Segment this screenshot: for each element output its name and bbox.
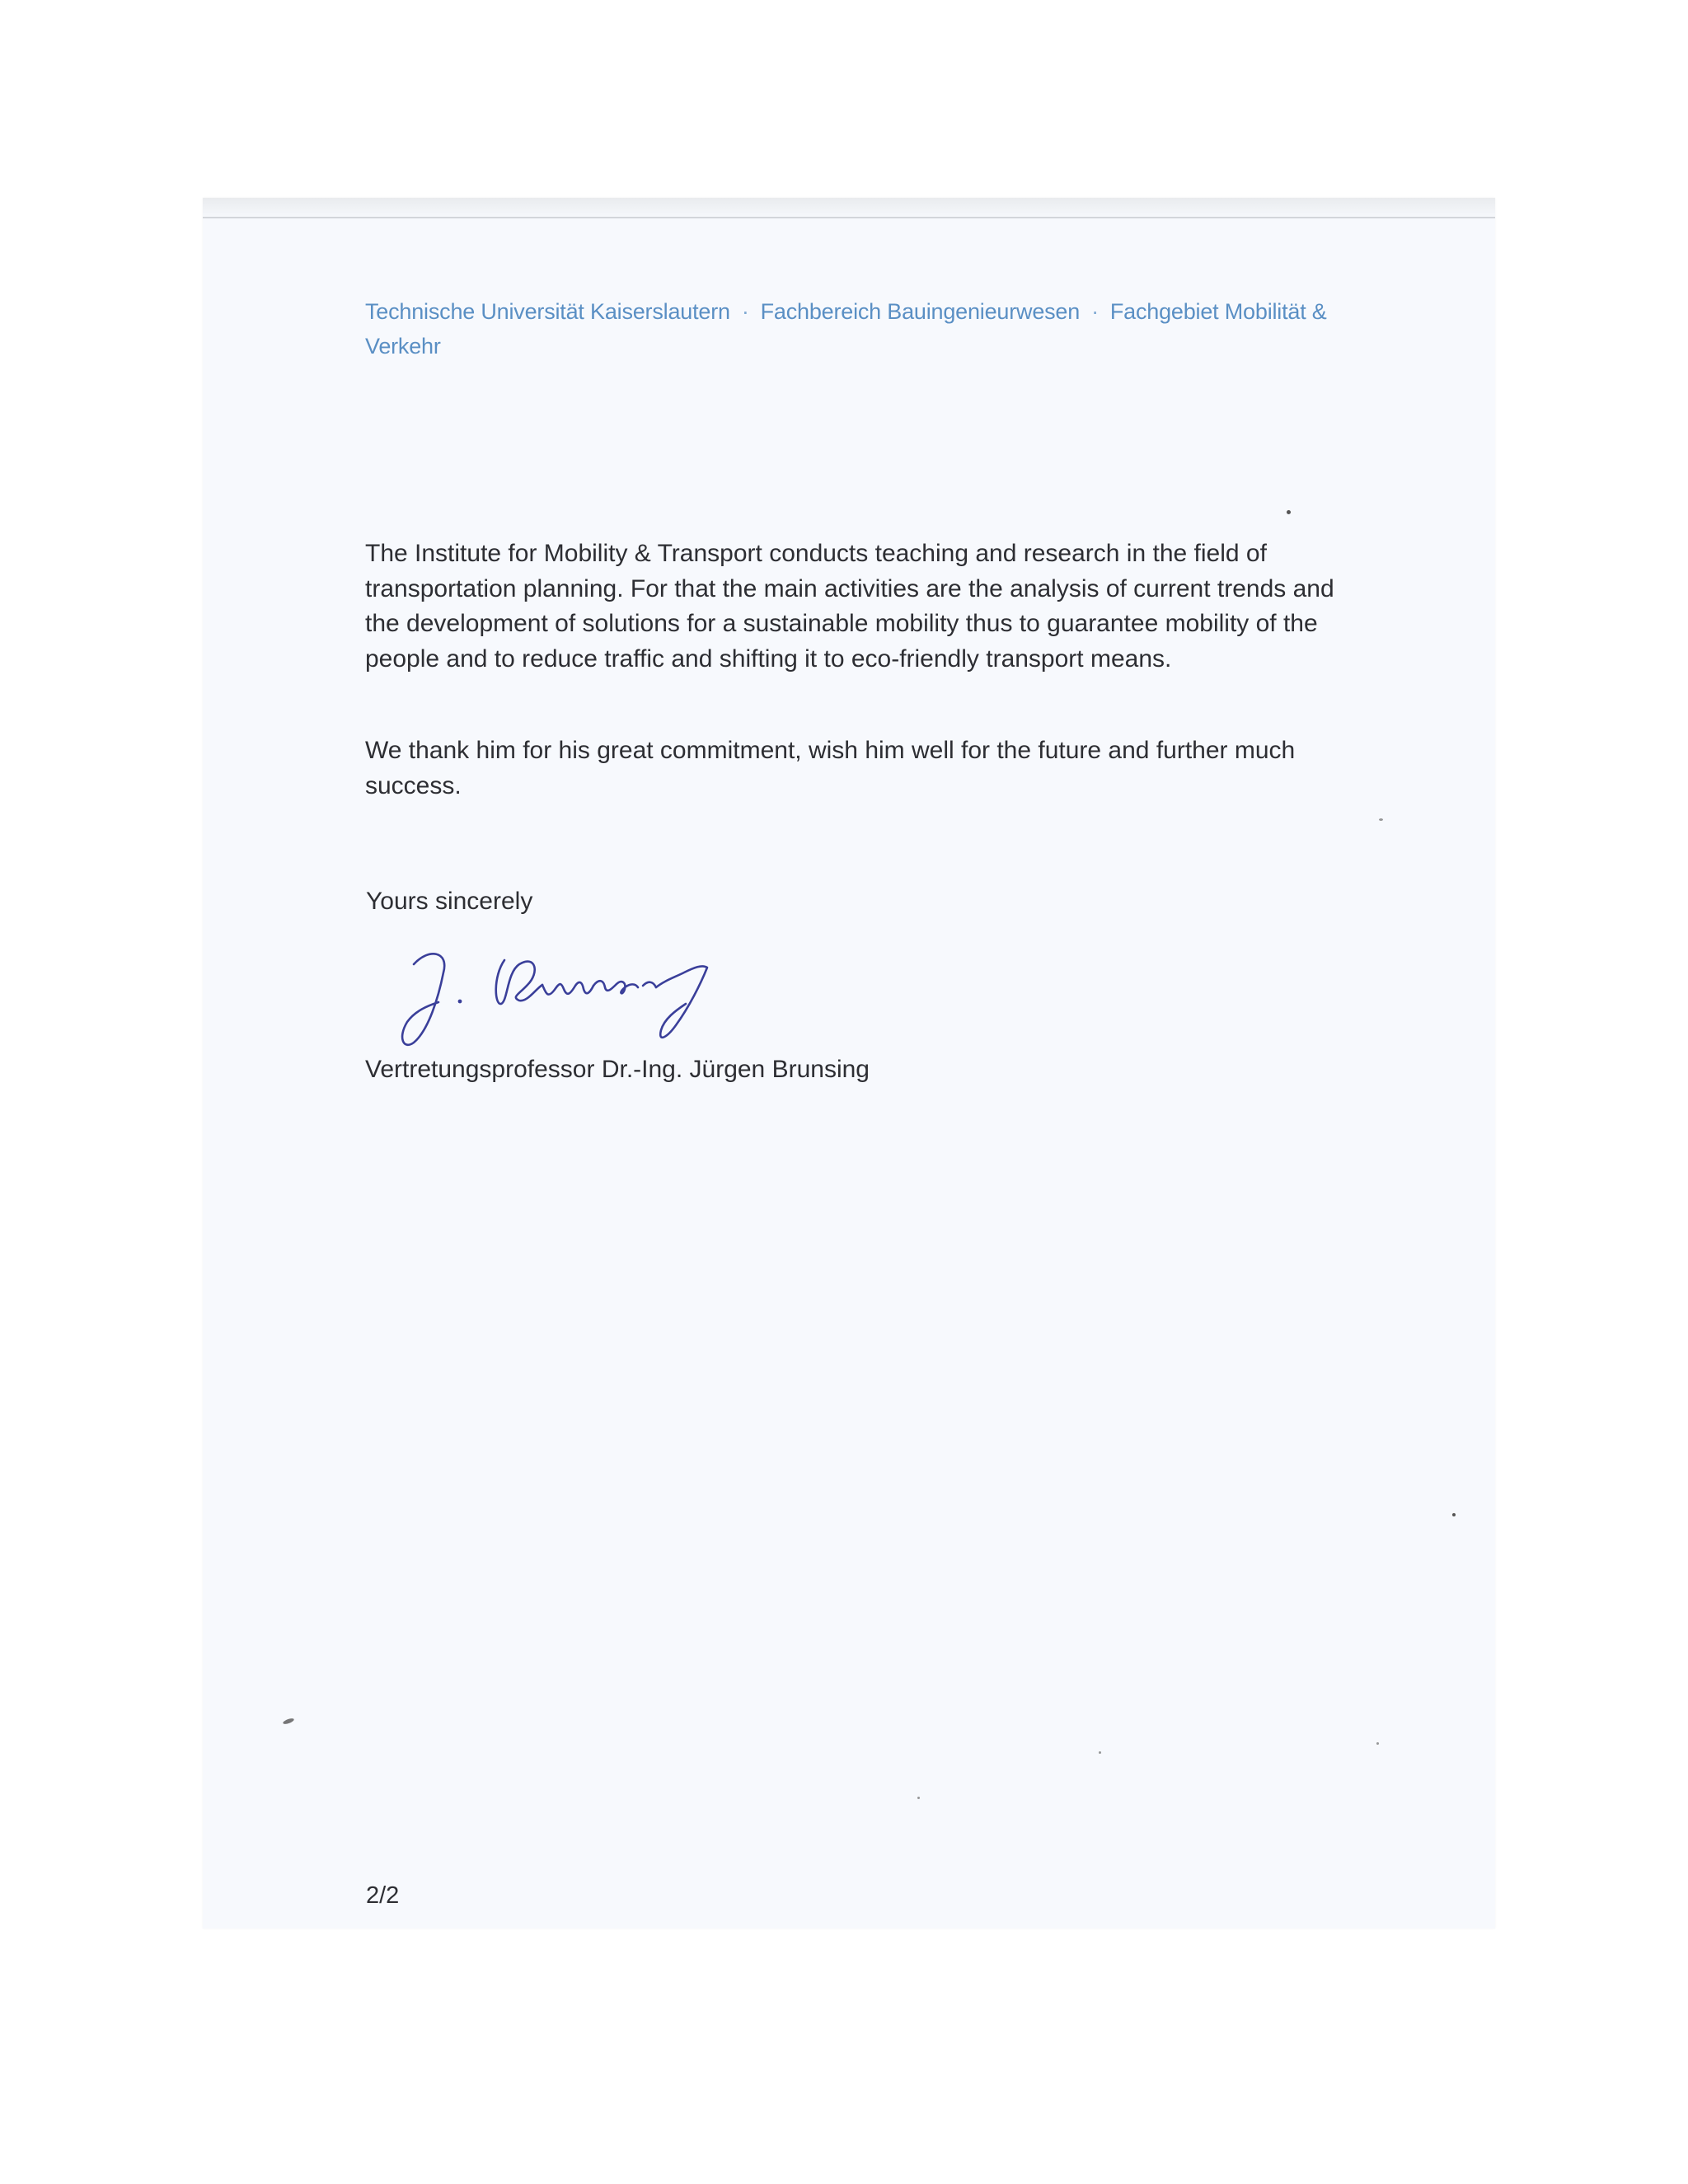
- scan-speck: [1099, 1751, 1101, 1754]
- scan-speck: [1376, 1742, 1379, 1745]
- body-paragraph-1: The Institute for Mobility & Transport conducts teaching and research in the field of transportation planning. For that the main activities are the analysis of current trends and the development of solutions for a sustainable mobility thus to guarantee mobility of the people and to reduce traffic and shifting it to eco-friendly transport means.: [365, 540, 1334, 673]
- letterhead-separator: ·: [1091, 299, 1099, 324]
- letterhead-institution: Technische Universität Kaiserslautern: [365, 299, 730, 324]
- letterhead-department: Fachbereich Bauingenieurwesen: [760, 299, 1081, 324]
- signer-name: Vertretungsprofessor Dr.-Ing. Jürgen Brunsing: [365, 1056, 870, 1083]
- letterhead-separator: ·: [741, 299, 749, 324]
- closing-salutation: Yours sincerely: [366, 888, 533, 915]
- page-number: 2/2: [366, 1882, 400, 1909]
- page-top-edge-line: [203, 217, 1495, 218]
- handwritten-signature: [396, 940, 742, 1055]
- scan-speck: [1452, 1513, 1456, 1516]
- letterhead-chair: Fachgebiet Mobilität & Verkehr: [365, 299, 1327, 359]
- letterhead: [365, 294, 1338, 363]
- scan-speck: [1379, 818, 1383, 821]
- body-paragraph-2: We thank him for his great commitment, wish him well for the future and further much success.: [365, 737, 1296, 799]
- scan-speck: [1287, 510, 1291, 514]
- scan-speck: [917, 1797, 920, 1799]
